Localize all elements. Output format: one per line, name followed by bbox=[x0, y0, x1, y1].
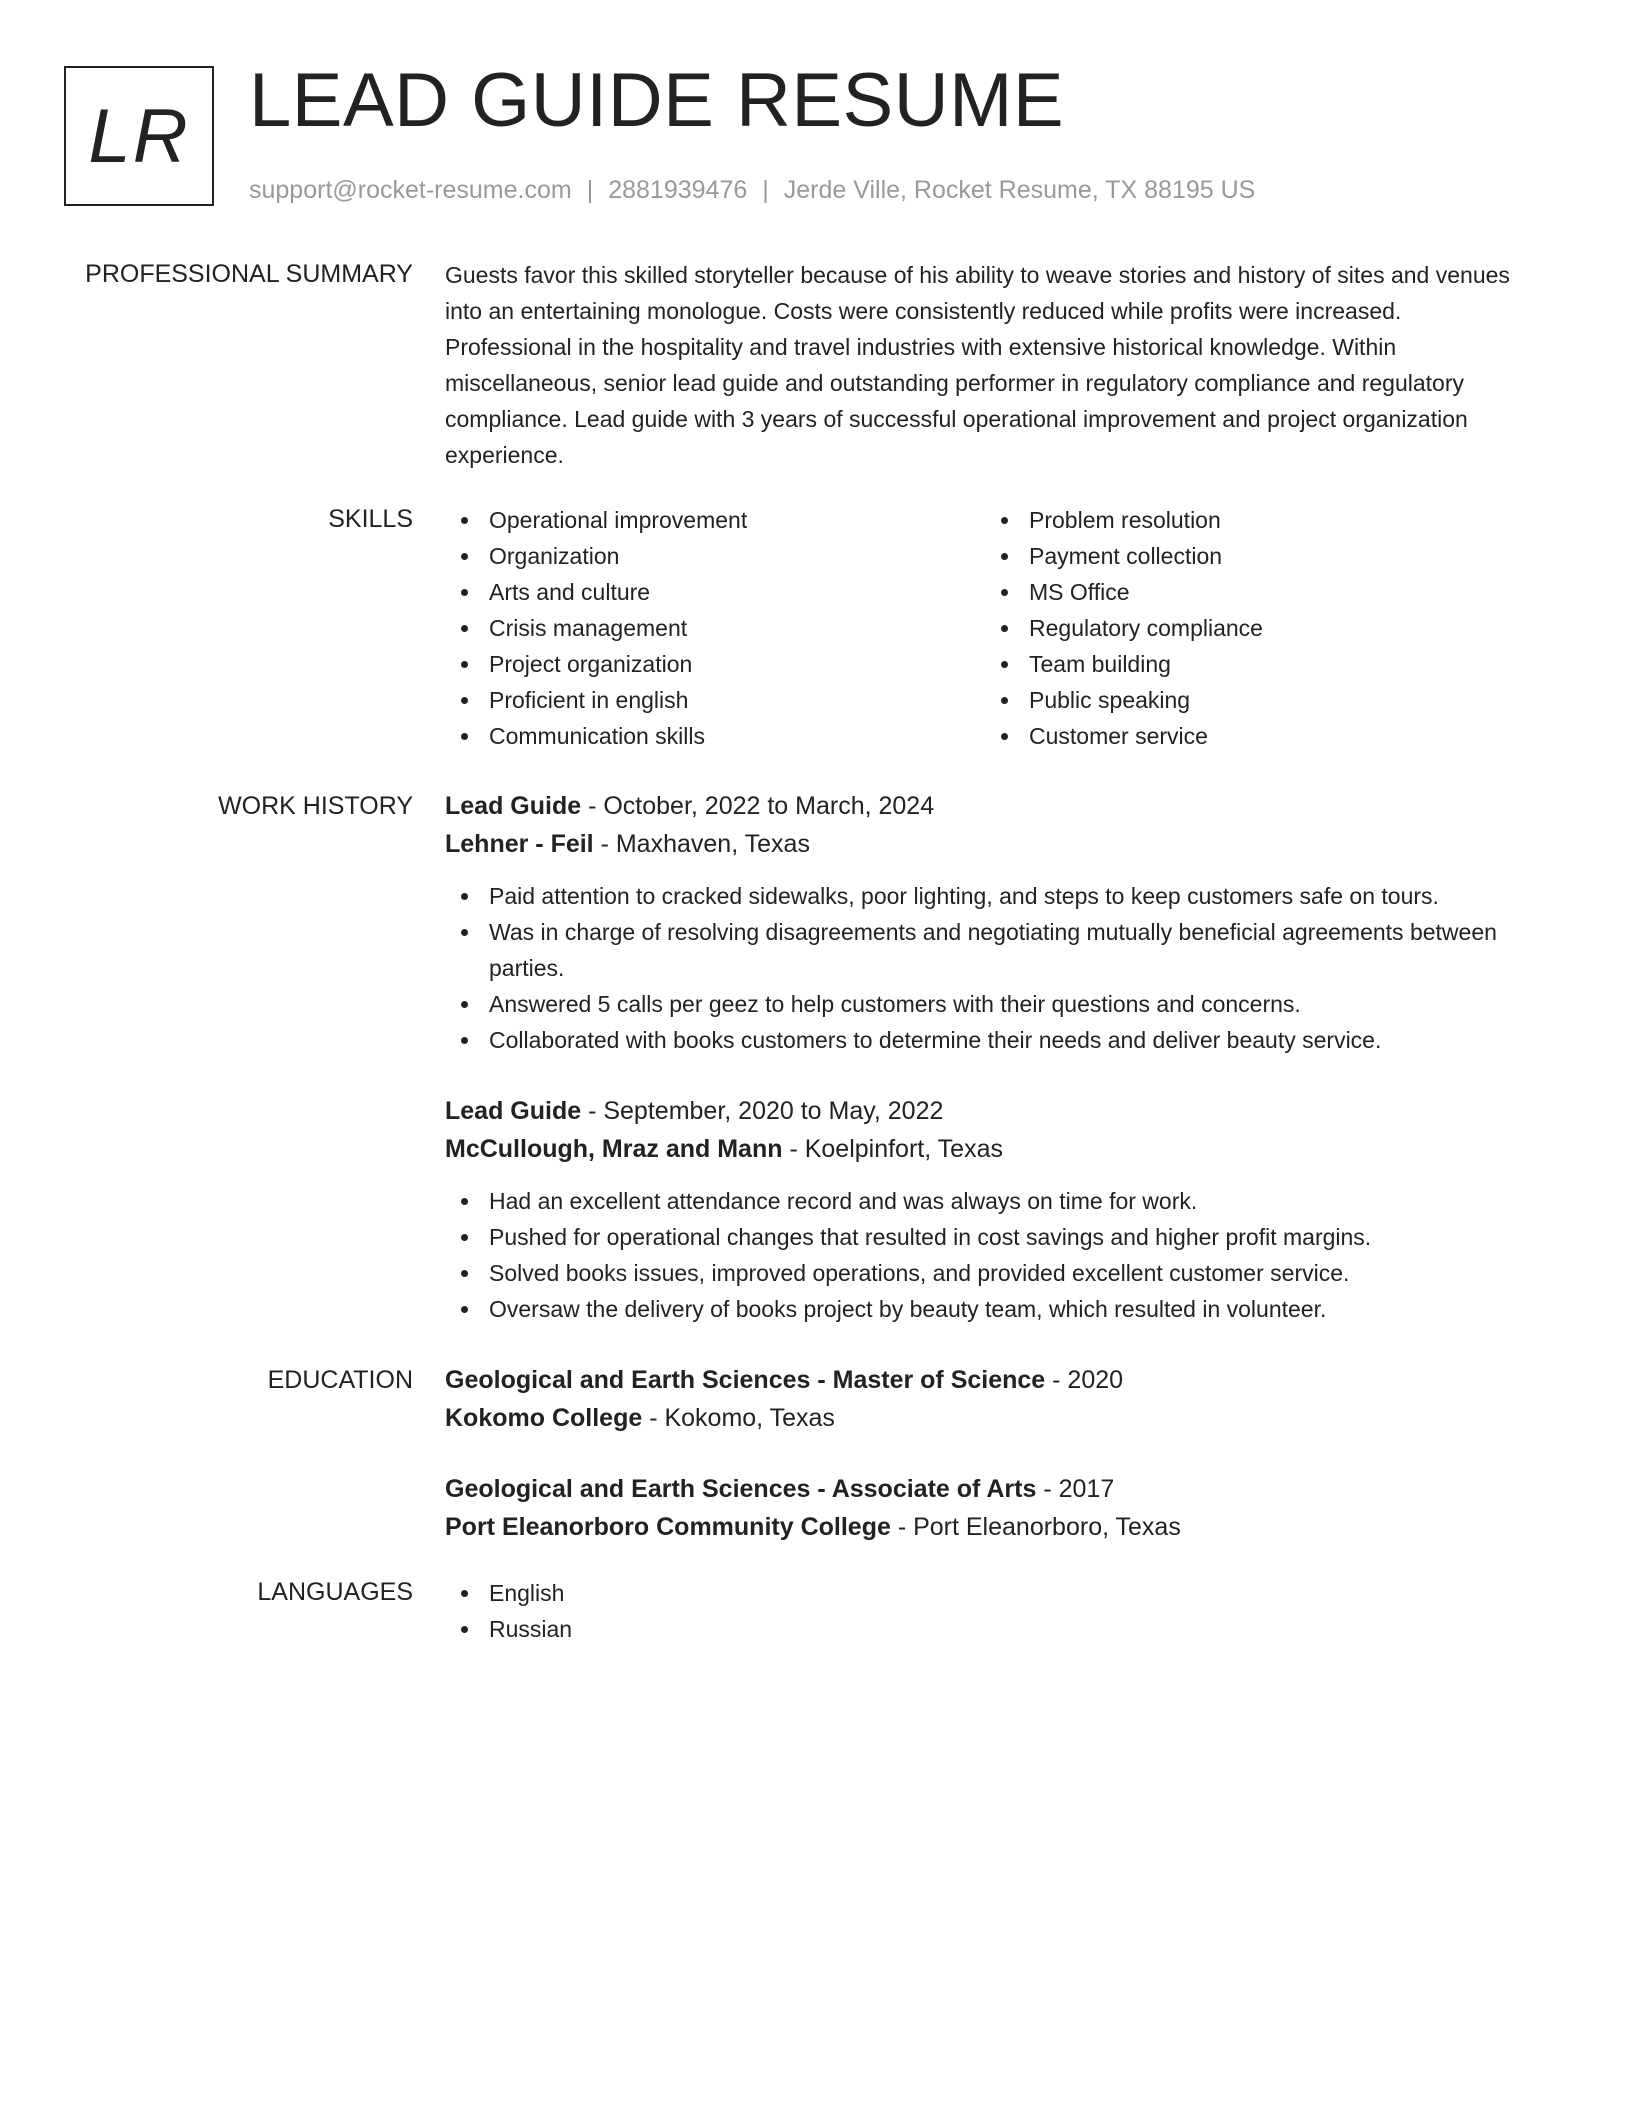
job-bullet-list bbox=[445, 1183, 1525, 1327]
summary-heading: PROFESSIONAL SUMMARY bbox=[85, 260, 413, 288]
skill-item: Communication skills bbox=[445, 718, 985, 754]
summary-text: Guests favor this skilled storyteller because of his ability to weave stories and history of sites and venues into an entertaining monologue. Costs were consistently reduced while profits were increased. Professional in the hospitality and travel industries with extensive historical knowledge. Within miscellaneous, senior lead guide and outstanding performer in regulatory compliance and regulatory compliance. Lead guide with 3 years of successful operational improvement and project organization experience. bbox=[445, 262, 1510, 468]
contact-email: support@rocket-resume.com bbox=[249, 176, 572, 204]
job-title-line bbox=[445, 1092, 1525, 1130]
skill-item: Payment collection bbox=[985, 538, 1525, 574]
job-bullet: Pushed for operational changes that resulted in cost savings and higher profit margins. bbox=[445, 1219, 1525, 1255]
job-company: McCullough, Mraz and Mann bbox=[445, 1135, 783, 1163]
job-company: Lehner - Feil bbox=[445, 830, 594, 858]
job-entry bbox=[445, 787, 1525, 1058]
job-bullet: Was in charge of resolving disagreements and negotiating mutually beneficial agreements between parties. bbox=[445, 914, 1525, 986]
languages-heading: LANGUAGES bbox=[257, 1578, 413, 1606]
contact-phone: 2881939476 bbox=[608, 176, 748, 204]
job-company-line bbox=[445, 1130, 1525, 1168]
skills-list-left bbox=[445, 502, 985, 754]
language-item: English bbox=[445, 1575, 1525, 1611]
skill-item: Team building bbox=[985, 646, 1525, 682]
skill-item: Crisis management bbox=[445, 610, 985, 646]
skill-item: Project organization bbox=[445, 646, 985, 682]
contact-separator: | bbox=[762, 176, 769, 204]
job-bullet-list bbox=[445, 878, 1525, 1058]
job-bullet: Oversaw the delivery of books project by beauty team, which resulted in volunteer. bbox=[445, 1291, 1525, 1327]
job-entry bbox=[445, 1092, 1525, 1327]
skill-item: Operational improvement bbox=[445, 502, 985, 538]
job-bullet: Collaborated with books customers to determine their needs and deliver beauty service. bbox=[445, 1022, 1525, 1058]
work-history-heading: WORK HISTORY bbox=[218, 792, 413, 820]
contact-address: Jerde Ville, Rocket Resume, TX 88195 US bbox=[783, 176, 1256, 204]
school-line bbox=[445, 1508, 1525, 1546]
school: Kokomo College bbox=[445, 1404, 643, 1432]
skills-section bbox=[445, 502, 1525, 754]
monogram-logo: LR bbox=[64, 66, 214, 206]
skill-item: Public speaking bbox=[985, 682, 1525, 718]
job-title: Lead Guide bbox=[445, 1097, 582, 1125]
job-title: Lead Guide bbox=[445, 792, 582, 820]
skill-item: MS Office bbox=[985, 574, 1525, 610]
job-company-line bbox=[445, 825, 1525, 863]
language-item: Russian bbox=[445, 1611, 1525, 1647]
job-dates: - October, 2022 to March, 2024 bbox=[581, 792, 935, 820]
education-heading: EDUCATION bbox=[267, 1366, 413, 1394]
languages-section bbox=[445, 1575, 1525, 1647]
job-bullet: Paid attention to cracked sidewalks, poor lighting, and steps to keep customers safe on tours. bbox=[445, 878, 1525, 914]
degree-line bbox=[445, 1361, 1525, 1399]
degree-year: - 2020 bbox=[1045, 1366, 1124, 1394]
resume-title: LEAD GUIDE RESUME bbox=[249, 58, 1065, 143]
job-title-line bbox=[445, 787, 1525, 825]
job-bullet: Solved books issues, improved operations, and provided excellent customer service. bbox=[445, 1255, 1525, 1291]
job-bullet: Answered 5 calls per geez to help customers with their questions and concerns. bbox=[445, 986, 1525, 1022]
skills-list-right bbox=[985, 502, 1525, 754]
job-location: - Maxhaven, Texas bbox=[593, 830, 810, 858]
job-bullet: Had an excellent attendance record and was always on time for work. bbox=[445, 1183, 1525, 1219]
degree: Geological and Earth Sciences - Associate of Arts bbox=[445, 1475, 1037, 1503]
skill-item: Problem resolution bbox=[985, 502, 1525, 538]
job-location: - Koelpinfort, Texas bbox=[782, 1135, 1003, 1163]
school: Port Eleanorboro Community College bbox=[445, 1513, 891, 1541]
degree: Geological and Earth Sciences - Master of Science bbox=[445, 1366, 1046, 1394]
skill-item: Customer service bbox=[985, 718, 1525, 754]
summary-section bbox=[445, 257, 1525, 473]
skill-item: Proficient in english bbox=[445, 682, 985, 718]
skills-heading: SKILLS bbox=[328, 505, 413, 533]
school-line bbox=[445, 1399, 1525, 1437]
degree-line bbox=[445, 1470, 1525, 1508]
skill-item: Regulatory compliance bbox=[985, 610, 1525, 646]
degree-year: - 2017 bbox=[1036, 1475, 1115, 1503]
contact-separator: | bbox=[586, 176, 594, 204]
skill-item: Arts and culture bbox=[445, 574, 985, 610]
job-dates: - September, 2020 to May, 2022 bbox=[581, 1097, 944, 1125]
education-entry bbox=[445, 1361, 1525, 1437]
school-location: - Kokomo, Texas bbox=[642, 1404, 835, 1432]
education-entry bbox=[445, 1470, 1525, 1546]
skill-item: Organization bbox=[445, 538, 985, 574]
languages-list bbox=[445, 1575, 1525, 1647]
contact-line bbox=[249, 174, 1255, 206]
school-location: - Port Eleanorboro, Texas bbox=[890, 1513, 1181, 1541]
